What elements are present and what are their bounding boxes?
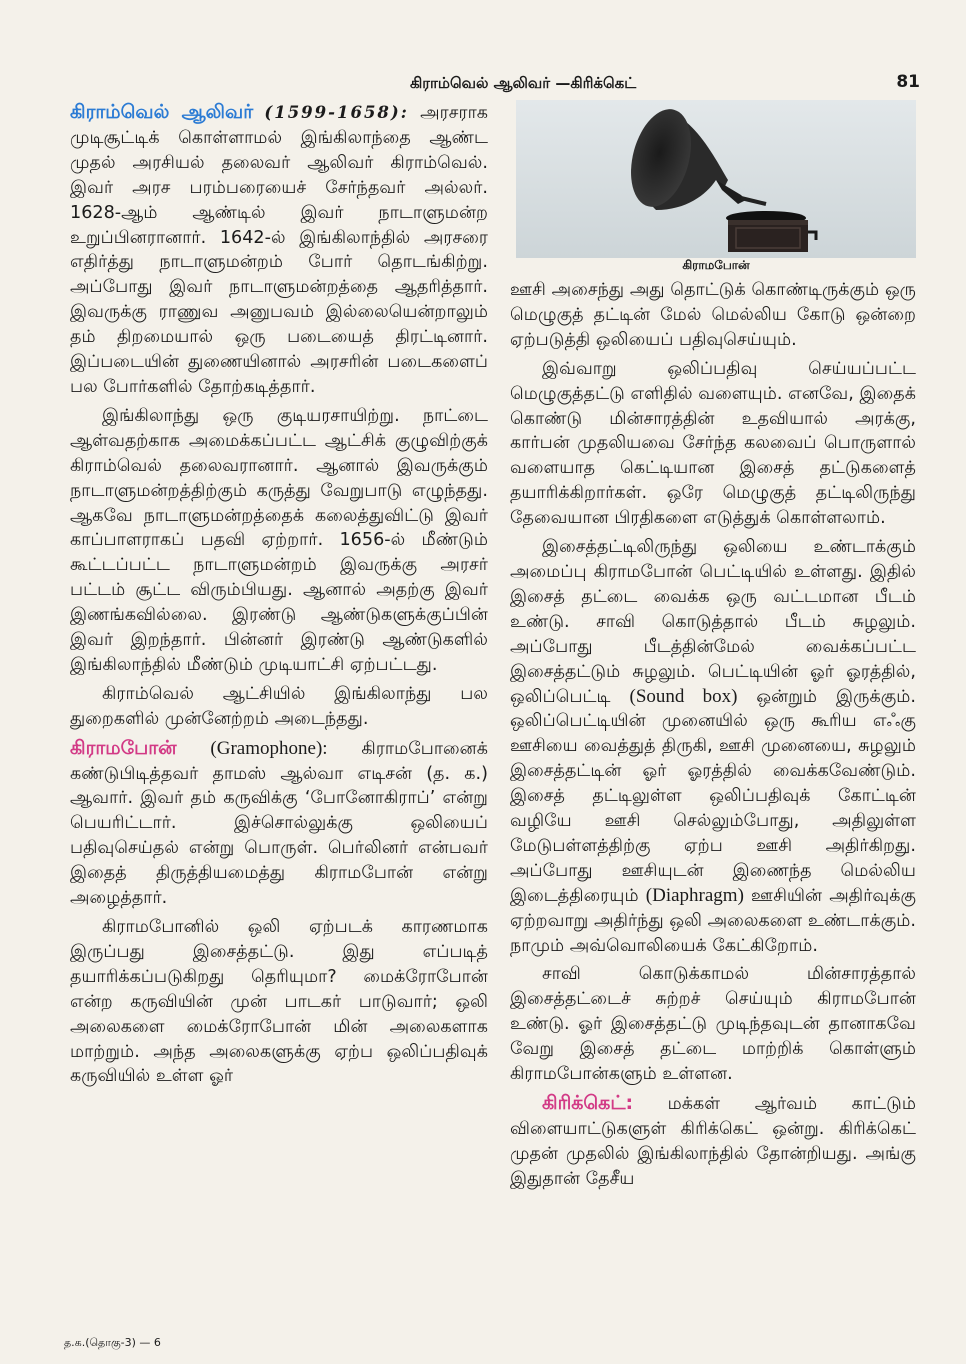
entry-term-cricket: கிரிக்கெட்:	[542, 1092, 634, 1114]
paragraph-text: இங்கிலாந்து ஒரு குடியரசாயிற்று. நாட்டை ஆள்வதற்காக அமைக்கப்பட்ட ஆட்சிக் குழுவிற்குக் கிராம்வெல் தலைவரானார். ஆனால் இவருக்கும் நாடாளுமன்றத்திற்கும் கருத்து வேறுபாடு எழுந்தது. ஆகவே நாடாளுமன்றத்தைக் கலைத்துவிட்டு இவர் காப்பாளராகப் பதவி ஏற்றார். 1656-ல் மீண்டும் கூட்டப்பட்ட நாடாளுமன்றம் இவருக்கு அரசர் பட்டம் சூட்ட விரும்பியது. ஆனால் அதற்கு இவர் இணங்கவில்லை. இரண்டு ஆண்டுகளுக்குப்பின் இவர் இறந்தார். பின்னர் இரண்டு ஆண்டுகளில் இங்கிலாந்தில் மீண்டும் முடியாட்சி ஏற்பட்டது.	[70, 405, 488, 675]
paragraph-text: ஊசியின் அதிர்வுக்கு ஏற்றவாறு அதிர்ந்து ஒலி அலைகளை உண்டாக்கும். நாமும் அவ்வொலியைக் கேட்கிறோம்.	[510, 885, 917, 956]
paragraph-cricket	[510, 1091, 916, 1192]
entry-years-cromwell: (1599-1658):	[264, 103, 409, 122]
paragraph-text: கிராமபோனைக் கண்டுபிடித்தவர் தாமஸ் ஆல்வா எடிசன் (த. க.) ஆவார். இவர் தம் கருவிக்கு ‘போனோகிராப்’ என்று பெயரிட்டார். இச்சொல்லுக்கு ஒலியைப் பதிவுசெய்தல் என்று பொருள். பெர்லினர் என்பவர் இதைத் திருத்தியமைத்து கிராமபோன் என்று அழைத்தார்.	[70, 738, 488, 909]
entry-term-cromwell: கிராம்வெல் ஆலிவர்	[70, 101, 254, 123]
gramophone-figure	[516, 100, 916, 258]
paragraph-text: மக்கள் ஆர்வம் காட்டும் விளையாட்டுகளுள் கிரிக்கெட் ஒன்று. கிரிக்கெட் முதன் முதலில் இங்கிலாந்தில் தோன்றியது. அங்கு இதுதான் தேசீய	[510, 1094, 916, 1189]
paragraph-text: இசைத்தட்டிலிருந்து ஒலியை உண்டாக்கும் அமைப்பு கிராமபோன் பெட்டியில் உள்ளது. இதில் இசைத் தட்டை வைக்க ஒரு வட்டமான பீடம் உண்டு. சாவி கொடுத்தால் பீடம் சுழலும். அப்போது பீடத்தின்மேல் வைக்கப்பட்ட இசைத்தட்டும் சுழலும். பெட்டியின் ஓர் ஓரத்தில், ஒலிப்பெட்டி	[510, 537, 916, 707]
left-column	[70, 100, 488, 1093]
paragraph-gramophone-intro	[70, 736, 488, 911]
figure-caption: கிராமபோன்	[682, 258, 750, 272]
paragraph-republic	[70, 404, 488, 678]
paragraph-text: ஊசி அசைந்து அது தொட்டுக் கொண்டிருக்கும் ஒரு மெழுகுத் தட்டின் மேல் மெல்லிய கோடு ஒன்றை ஏற்படுத்தி ஒலியைப் பதிவுசெய்யும்.	[510, 280, 916, 350]
paragraph-text: கிராமபோனில் ஒலி ஏற்படக் காரணமாக இருப்பது இசைத்தட்டு. இது எப்படித் தயாரிக்கப்படுகிறது தெரியுமா? மைக்ரோபோன் என்ற கருவியின் முன் பாடகர் பாடுவார்; ஒலி அலைகளை மைக்ரோபோன் மின் அலைகளாக மாற்றும். அந்த அலைகளுக்கு ஏற்ப ஒலிப்பதிவுக் கருவியில் உள்ள ஓர்	[70, 917, 488, 1087]
right-column	[510, 278, 916, 1196]
entry-english-gramophone: (Gramophone):	[210, 737, 328, 759]
page-number: 81	[896, 72, 920, 92]
paragraph-text: அரசராக முடிசூட்டிக் கொள்ளாமல் இங்கிலாந்தை ஆண்ட முதல் அரசியல் தலைவர் ஆலிவர் கிராம்வெல். இவர் அரச பரம்பரையைச் சேர்ந்தவர் அல்லர். 1628-ஆம் ஆண்டில் இவர் நாடாளுமன்ற உறுப்பினரானார். 1642-ல் இங்கிலாந்தில் அரசரை எதிர்த்து நாடாளுமன்றம் போர் தொடங்கிற்று. அப்போது இவர் நாடாளுமன்றத்தை ஆதரித்தார். இவருக்கு ராணுவ அனுபவம் இல்லையென்றாலும் தம் திறமையால் ஒரு படையைத் திரட்டினார். இப்படையின் துணையினால் அரசரின் படைகளைப் பல போர்களில் தோற்கடித்தார்.	[70, 103, 489, 397]
paragraph-electric	[510, 962, 916, 1087]
english-term-diaphragm: (Diaphragm)	[645, 884, 744, 906]
english-term-soundbox: (Sound box)	[629, 685, 738, 707]
paragraph-progress	[70, 682, 488, 732]
paragraph-needle	[510, 278, 916, 353]
paragraph-record-making	[70, 915, 488, 1089]
page-header	[0, 70, 966, 100]
footer-signature: த.க.(தொகு-3) — 6	[64, 1336, 161, 1349]
paragraph-text: கிராம்வெல் ஆட்சியில் இங்கிலாந்து பல துறைகளில் முன்னேற்றம் அடைந்தது.	[70, 683, 488, 729]
paragraph-soundbox	[510, 535, 916, 958]
paragraph-text: இவ்வாறு ஒலிப்பதிவு செய்யப்பட்ட மெழுகுத்தட்டு எளிதில் வளையும். எனவே, இதைக் கொண்டு மின்சாரத்தின் உதவியால் அரக்கு, கார்பன் முதலியவை சேர்ந்த கலவைப் பொருளால் வளையாத கெட்டியான இசைத் தட்டுகளைத் தயாரிக்கிறார்கள். ஒரே மெழுகுத் தட்டிலிருந்து தேவையான பிரதிகளை எடுத்துக் கொள்ளலாம்.	[510, 358, 916, 529]
paragraph-text: ஒன்றும் இருக்கும். ஒலிப்பெட்டியின் முனையில் ஒரு கூரிய எஃகு ஊசியை வைத்துத் திருகி, ஊசி முனையை, சுழலும் இசைத்தட்டின் ஓர் ஓரத்தில் வைக்கவேண்டும். இசைத் தட்டிலுள்ள ஒலிப்பதிவுக் கோட்டின் வழியே ஊசி செல்லும்போது, அதிலுள்ள மேடுபள்ளத்திற்கு ஏற்ப ஊசி அதிர்கிறது. அப்போது ஊசியுடன் இணைந்த மெல்லிய இடைத்திரையும்	[510, 686, 916, 906]
paragraph-cromwell-intro	[70, 100, 488, 400]
paragraph-wax-record	[510, 357, 916, 531]
paragraph-text: சாவி கொடுக்காமல் மின்சாரத்தால் இசைத்தட்டைச் சுற்றச் செய்யும் கிராமபோன் உண்டு. ஓர் இசைத்தட்டு முடிந்தவுடன் தானாகவே வேறு இசைத் தட்டை மாற்றிக் கொள்ளும் கிராமபோன்களும் உள்ளன.	[510, 964, 916, 1085]
gramophone-illustration-icon	[516, 100, 916, 258]
running-head: கிராம்வெல் ஆலிவர் —கிரிக்கெட்	[410, 74, 637, 92]
entry-term-gramophone: கிராமபோன்	[70, 736, 177, 759]
